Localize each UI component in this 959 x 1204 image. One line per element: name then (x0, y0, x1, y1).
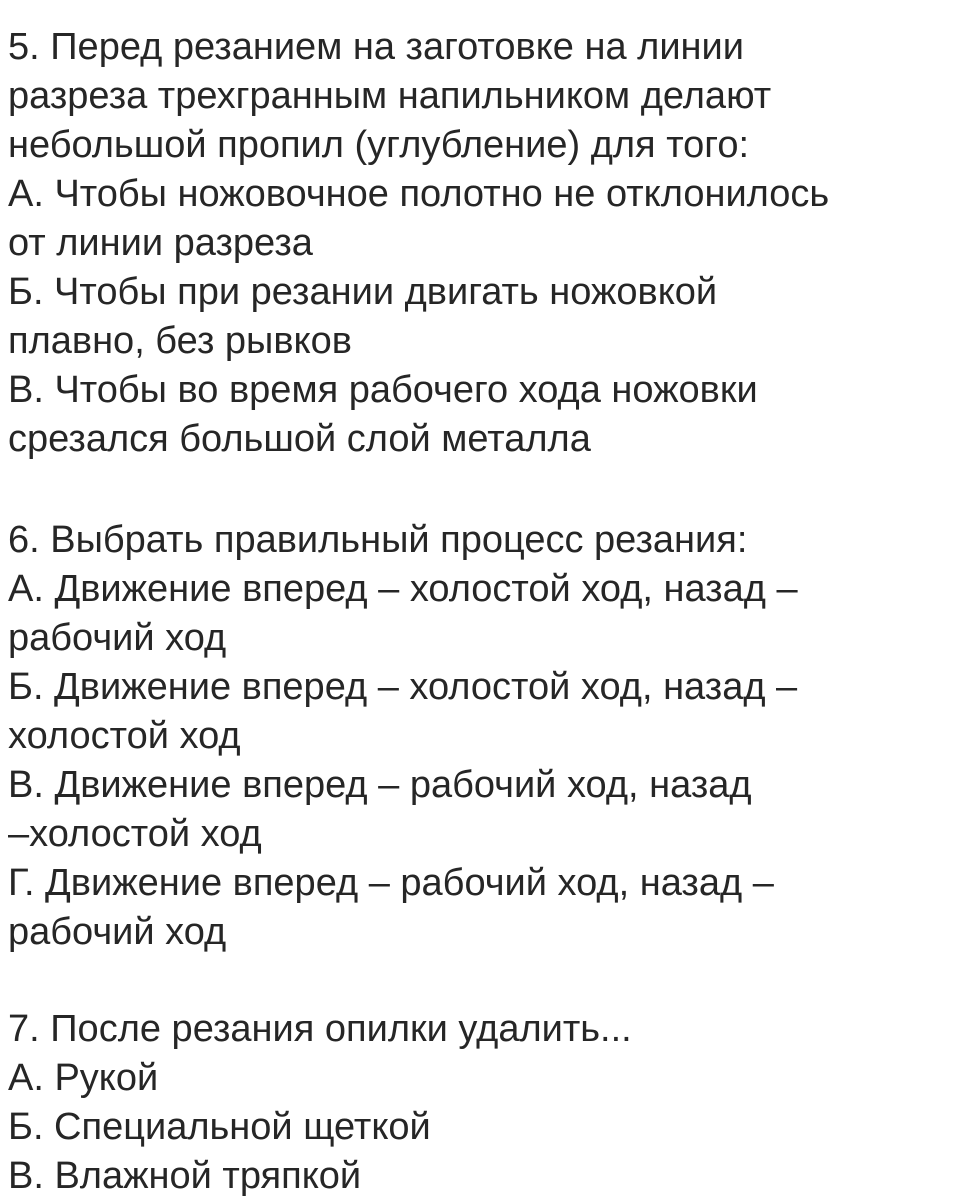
question-7-option-c: В. Влажной тряпкой (8, 1155, 362, 1197)
question-5-prompt-line-2: разреза трехгранным напильником делают (8, 75, 772, 117)
question-7-option-a: А. Рукой (8, 1057, 159, 1099)
question-5-option-b-line-1: Б. Чтобы при резании двигать ножовкой (8, 271, 718, 313)
question-5-option-b-line-2: плавно, без рывков (8, 320, 352, 362)
question-5-option-c-line-1: В. Чтобы во время рабочего хода ножовки (8, 369, 758, 411)
question-6-option-d-line-1: Г. Движение вперед – рабочий ход, назад – (8, 862, 774, 904)
question-5-option-c-line-2: срезался большой слой металла (8, 418, 591, 460)
question-6-option-c-line-1: В. Движение вперед – рабочий ход, назад (8, 764, 752, 806)
question-6-option-c-line-2: –холостой ход (8, 813, 262, 855)
question-7-option-b: Б. Специальной щеткой (8, 1106, 431, 1148)
question-6-option-a-line-2: рабочий ход (8, 617, 227, 659)
question-6-prompt: 6. Выбрать правильный процесс резания: (8, 519, 748, 561)
question-6-option-b-line-2: холостой ход (8, 715, 241, 757)
question-7-prompt: 7. После резания опилки удалить... (8, 1008, 632, 1050)
question-5-option-a-line-2: от линии разреза (8, 222, 313, 264)
question-6-option-b-line-1: Б. Движение вперед – холостой ход, назад – (8, 666, 798, 708)
question-5-option-a-line-1: А. Чтобы ножовочное полотно не отклонилось (8, 173, 830, 215)
question-5-prompt-line-3: небольшой пропил (углубление) для того: (8, 124, 750, 166)
question-6-option-d-line-2: рабочий ход (8, 911, 227, 953)
question-5-prompt-line-1: 5. Перед резанием на заготовке на линии (8, 26, 744, 68)
question-6-option-a-line-1: А. Движение вперед – холостой ход, назад – (8, 568, 798, 610)
